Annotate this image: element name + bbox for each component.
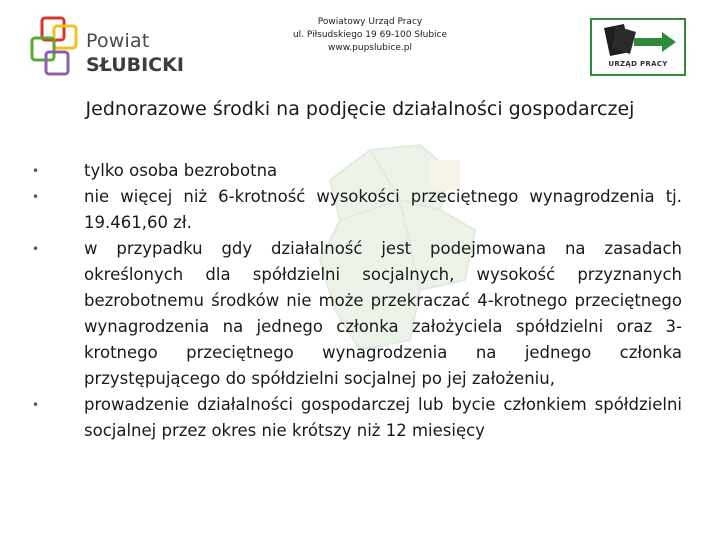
- list-item: [32, 184, 682, 236]
- office-logo: [590, 18, 690, 76]
- list-item-text: w przypadku gdy działalność jest podejmowana na zasadach określonych dla spółdzielni socjalnych, wysokość przyznanych bezrobotnemu środków nie może przekraczać 4-krotnego przeciętnego wynagrodzenia na jednego członka założyciela spółdzielni oraz 3-krotnego przeciętnego wynagrodzenia na jednego członka przystępującego do spółdzielni socjalnej po jej założeniu,: [84, 239, 682, 388]
- list-item-text: nie więcej niż 6-krotność wysokości przeciętnego wynagrodzenia tj. 19.461,60 zł.: [84, 187, 682, 232]
- bullet-icon: •: [32, 164, 40, 178]
- list-item-text: prowadzenie działalności gospodarczej lub bycie członkiem spółdzielni socjalnej przez okres nie krótszy niż 12 miesięcy: [84, 395, 682, 440]
- county-logo: [28, 16, 184, 80]
- list-item-text: tylko osoba bezrobotna: [84, 161, 278, 180]
- bullet-icon: •: [32, 398, 40, 412]
- list-item: [32, 158, 682, 184]
- page-title: Jednorazowe środki na podjęcie działalności gospodarczej: [85, 98, 635, 120]
- county-logo-line2: SŁUBICKI: [86, 54, 184, 76]
- list-item: [32, 236, 682, 392]
- office-address: ul. Piłsudskiego 19 69-100 Słubice: [292, 30, 448, 40]
- office-info: [250, 16, 490, 55]
- county-logo-line1: Powiat: [86, 30, 150, 52]
- door-arrow-icon: [590, 18, 686, 62]
- office-website[interactable]: www.pupslubice.pl: [328, 43, 412, 53]
- bullet-icon: •: [32, 242, 40, 256]
- office-name: Powiatowy Urząd Pracy: [317, 17, 423, 27]
- bullet-icon: •: [32, 190, 40, 204]
- bullet-list: [32, 158, 682, 444]
- county-logo-icon: [28, 16, 84, 78]
- list-item: [32, 392, 682, 444]
- office-logo-caption: URZĄD PRACY: [608, 60, 668, 68]
